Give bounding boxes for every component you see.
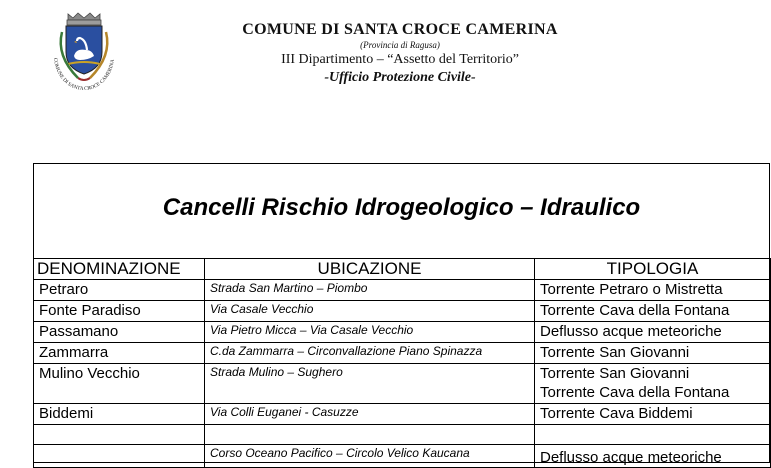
cell-name: Biddemi: [34, 404, 205, 425]
cell-location: Via Casale Vecchio: [205, 301, 535, 322]
cell-name: Fonte Paradiso: [34, 301, 205, 322]
cell-location: Via Pietro Micca – Via Casale Vecchio: [205, 322, 535, 343]
cell-name: Zammarra: [34, 343, 205, 364]
table-header-row: [34, 259, 771, 280]
municipal-crest: [44, 12, 124, 96]
cell-location: Strada San Martino – Piombo: [205, 280, 535, 301]
cell-location: Strada Mulino – Sughero: [205, 364, 535, 404]
cell-type: Torrente Cava Biddemi: [535, 404, 771, 425]
cell-name: Passamano: [34, 322, 205, 343]
cell-type: Torrente San Giovanni: [535, 343, 771, 364]
cell-name: [34, 425, 205, 445]
table-row: [34, 343, 771, 364]
table-row: [34, 364, 771, 404]
table-row: [34, 425, 771, 445]
cell-type: Deflusso acque meteoriche: [535, 445, 771, 468]
header-tipologia: TIPOLOGIA: [535, 259, 771, 280]
department-label: III Dipartimento – “Assetto del Territorio”: [281, 52, 519, 67]
office-label: -Ufficio Protezione Civile-: [324, 70, 476, 85]
header-denominazione: DENOMINAZIONE: [34, 259, 205, 280]
table-row: [34, 404, 771, 425]
municipality-name: COMUNE DI SANTA CROCE CAMERINA: [242, 21, 558, 38]
cell-name: [34, 445, 205, 468]
cell-location: Corso Oceano Pacifico – Circolo Velico Kaucana: [205, 445, 535, 468]
table-title: Cancelli Rischio Idrogeologico – Idraulico: [162, 194, 641, 221]
crest-caption: COMUNE DI SANTA CROCE CAMERINA: [52, 57, 116, 93]
cell-type-line: Torrente San Giovanni: [540, 365, 690, 382]
gates-table: [33, 258, 771, 468]
table-row: [34, 445, 771, 468]
cell-location: Via Colli Euganei - Casuzze: [205, 404, 535, 425]
table-row: [34, 280, 771, 301]
province-label: (Provincia di Ragusa): [360, 40, 440, 50]
letterhead: [180, 20, 620, 87]
cell-location: [205, 425, 535, 445]
cell-name: Mulino Vecchio: [34, 364, 205, 404]
cell-type: Torrente Petraro o Mistretta: [535, 280, 771, 301]
cell-location: C.da Zammarra – Circonvallazione Piano Spinazza: [205, 343, 535, 364]
cell-type-line: Torrente Cava della Fontana: [540, 384, 730, 401]
cell-type: [535, 364, 771, 404]
cell-type: [535, 425, 771, 445]
cell-name: Petraro: [34, 280, 205, 301]
cell-type: Torrente Cava della Fontana: [535, 301, 771, 322]
cell-type: Deflusso acque meteoriche: [535, 322, 771, 343]
header-ubicazione: UBICAZIONE: [205, 259, 535, 280]
table-row: [34, 322, 771, 343]
table-row: [34, 301, 771, 322]
